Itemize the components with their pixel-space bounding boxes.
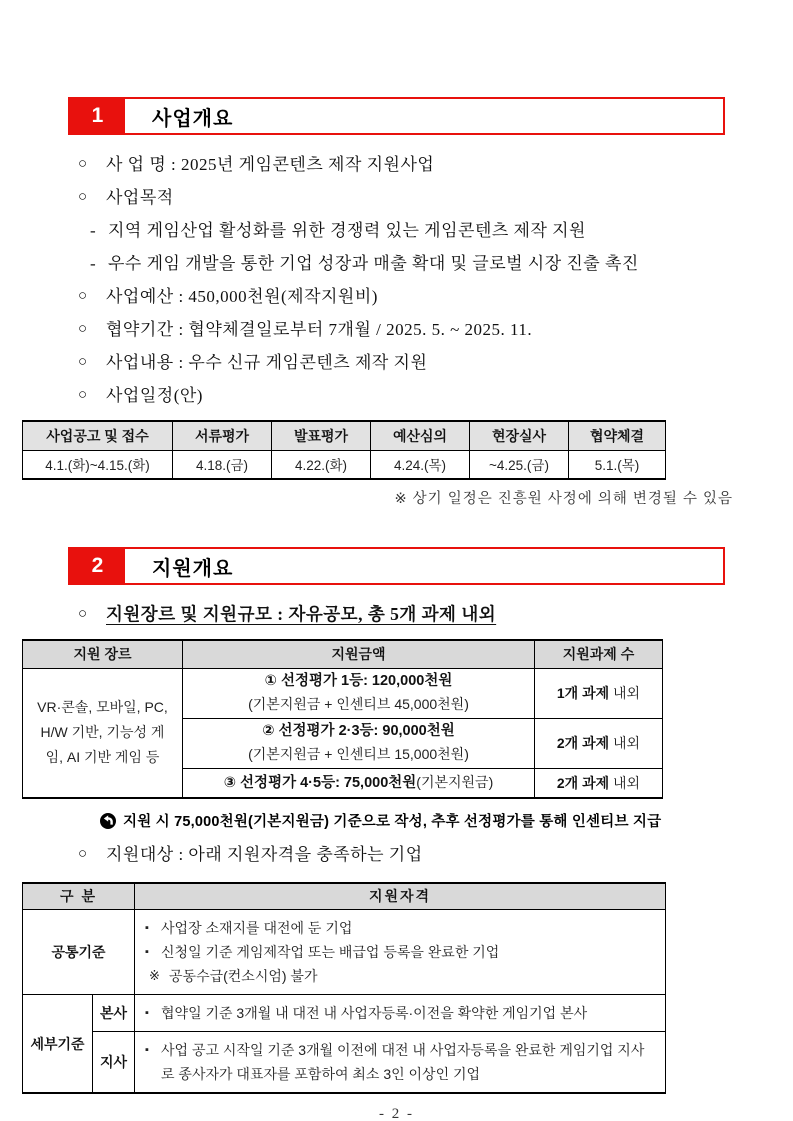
count-cell-rank1: 1개 과제 내외: [535, 668, 663, 718]
schedule-header-cell: 예산심의: [371, 421, 470, 450]
support-header-genre: 지원 장르: [23, 640, 183, 668]
qual-line: ▪ 사업장 소재지를 대전에 둔 기업: [145, 916, 655, 940]
section2-title: 지원개요: [152, 557, 234, 580]
square-bullet-icon: ▪: [145, 946, 149, 958]
qual-line-reference: ※ 공동수급(컨소시엄) 불가: [145, 964, 655, 988]
circle-bullet-icon: ○: [78, 156, 88, 172]
schedule-value-row: [23, 450, 666, 479]
section1-body: [68, 148, 733, 412]
section1-number-badge: 1: [70, 99, 128, 133]
section2-number-badge: 2: [70, 549, 128, 583]
eligibility-header-qualification: 지원자격: [135, 883, 666, 910]
hq-content: [135, 995, 666, 1032]
schedule-table: [22, 420, 666, 480]
schedule-change-note: ※ 상기 일정은 진흥원 사정에 의해 변경될 수 있음: [394, 491, 733, 507]
dash-bullet-icon: -: [90, 221, 96, 240]
amount-cell-rank23: ② 선정평가 2·3등: 90,000천원 (기본지원금 + 인센티브 15,000천원): [183, 718, 535, 768]
reference-mark-icon: ※: [149, 968, 160, 983]
schedule-header-cell: 협약체결: [569, 421, 666, 450]
eligibility-row-hq: [23, 995, 666, 1032]
bullet-purpose: ○ 사업목적: [68, 181, 733, 214]
genre-cell: VR·콘솔, 모바일, PC, H/W 기반, 기능성 게임, AI 기반 게임 등: [23, 668, 183, 798]
bullet-period: ○ 협약기간 : 협약체결일로부터 7개월 / 2025. 5. ~ 2025. 11.: [68, 313, 733, 346]
square-bullet-icon: ▪: [145, 1044, 149, 1056]
schedule-header-cell: 발표평가: [272, 421, 371, 450]
eligibility-row-common: [23, 910, 666, 995]
schedule-value-cell: 4.18.(금): [173, 450, 272, 479]
bullet-content: ○ 사업내용 : 우수 신규 게임콘텐츠 제작 지원: [68, 346, 733, 379]
count-cell-rank45: 2개 과제 내외: [535, 768, 663, 798]
common-criteria-content: [135, 910, 666, 995]
section1-header-bar: [68, 97, 725, 135]
eligibility-row-branch: [23, 1032, 666, 1094]
bullet-budget: ○ 사업예산 : 450,000천원(제작지원비): [68, 280, 733, 313]
circle-bullet-icon: ○: [78, 387, 88, 403]
branch-label: 지사: [93, 1032, 135, 1094]
page-number: - 2 -: [379, 1106, 414, 1121]
genre-scale-heading: ○ 지원장르 및 지원규모 : 자유공모, 총 5개 과제 내외: [68, 598, 793, 631]
hq-label: 본사: [93, 995, 135, 1032]
detail-criteria-label: 세부기준: [23, 995, 93, 1094]
support-header-count: 지원과제 수: [535, 640, 663, 668]
eligibility-header-category: 구 분: [23, 883, 135, 910]
qual-line: ▪ 협약일 기준 3개월 내 대전 내 사업자등록·이전을 확약한 게임기업 본사: [145, 1001, 655, 1025]
schedule-header-row: [23, 421, 666, 450]
amount-cell-rank1: ① 선정평가 1등: 120,000천원 (기본지원금 + 인센티브 45,000천원): [183, 668, 535, 718]
return-arrow-icon: [100, 813, 116, 829]
schedule-value-cell: 5.1.(목): [569, 450, 666, 479]
schedule-value-cell: ~4.25.(금): [470, 450, 569, 479]
circle-bullet-icon: ○: [78, 354, 88, 370]
schedule-header-cell: 현장실사: [470, 421, 569, 450]
dash-bullet-icon: -: [90, 254, 96, 273]
branch-content: [135, 1032, 666, 1094]
incentive-note-text: 지원 시 75,000천원(기본지원금) 기준으로 작성, 추후 선정평가를 통해 인센티브 지급: [123, 814, 662, 830]
bullet-schedule: ○ 사업일정(안): [68, 379, 733, 412]
qual-line: ▪ 사업 공고 시작일 기준 3개월 이전에 대전 내 사업자등록을 완료한 게임기업 지사로 종사자가 대표자를 포함하여 최소 3인 이상인 기업: [145, 1038, 655, 1086]
support-row-1: [23, 668, 663, 718]
support-header-row: [23, 640, 663, 668]
incentive-note: [100, 809, 793, 833]
circle-bullet-icon: ○: [78, 321, 88, 337]
eligibility-table: [22, 882, 666, 1095]
schedule-value-cell: 4.1.(화)~4.15.(화): [23, 450, 173, 479]
support-header-amount: 지원금액: [183, 640, 535, 668]
square-bullet-icon: ▪: [145, 922, 149, 934]
circle-bullet-icon: ○: [78, 288, 88, 304]
circle-bullet-icon: ○: [78, 189, 88, 205]
bullet-project-name: ○ 사 업 명 : 2025년 게임콘텐츠 제작 지원사업: [68, 148, 733, 181]
qual-line: ▪ 신청일 기준 게임제작업 또는 배급업 등록을 완료한 기업: [145, 940, 655, 964]
support-amount-table: [22, 639, 663, 799]
count-cell-rank23: 2개 과제 내외: [535, 718, 663, 768]
amount-cell-rank45: ③ 선정평가 4·5등: 75,000천원(기본지원금): [183, 768, 535, 798]
bullet-purpose-dash1: - 지역 게임산업 활성화를 위한 경쟁력 있는 게임콘텐츠 제작 지원: [68, 214, 733, 247]
common-criteria-label: 공통기준: [23, 910, 135, 995]
schedule-value-cell: 4.24.(목): [371, 450, 470, 479]
eligibility-header-row: [23, 883, 666, 910]
schedule-header-cell: 서류평가: [173, 421, 272, 450]
bullet-target: ○ 지원대상 : 아래 지원자격을 충족하는 기업: [68, 838, 733, 871]
schedule-value-cell: 4.22.(화): [272, 450, 371, 479]
circle-bullet-icon: ○: [78, 845, 88, 862]
circle-bullet-icon: ○: [78, 606, 88, 622]
bullet-purpose-dash2: - 우수 게임 개발을 통한 기업 성장과 매출 확대 및 글로벌 시장 진출 촉진: [68, 247, 733, 280]
target-line-wrap: [68, 838, 733, 871]
section1-title: 사업개요: [152, 107, 234, 130]
section2-header-bar: [68, 547, 725, 585]
square-bullet-icon: ▪: [145, 1007, 149, 1019]
schedule-header-cell: 사업공고 및 접수: [23, 421, 173, 450]
